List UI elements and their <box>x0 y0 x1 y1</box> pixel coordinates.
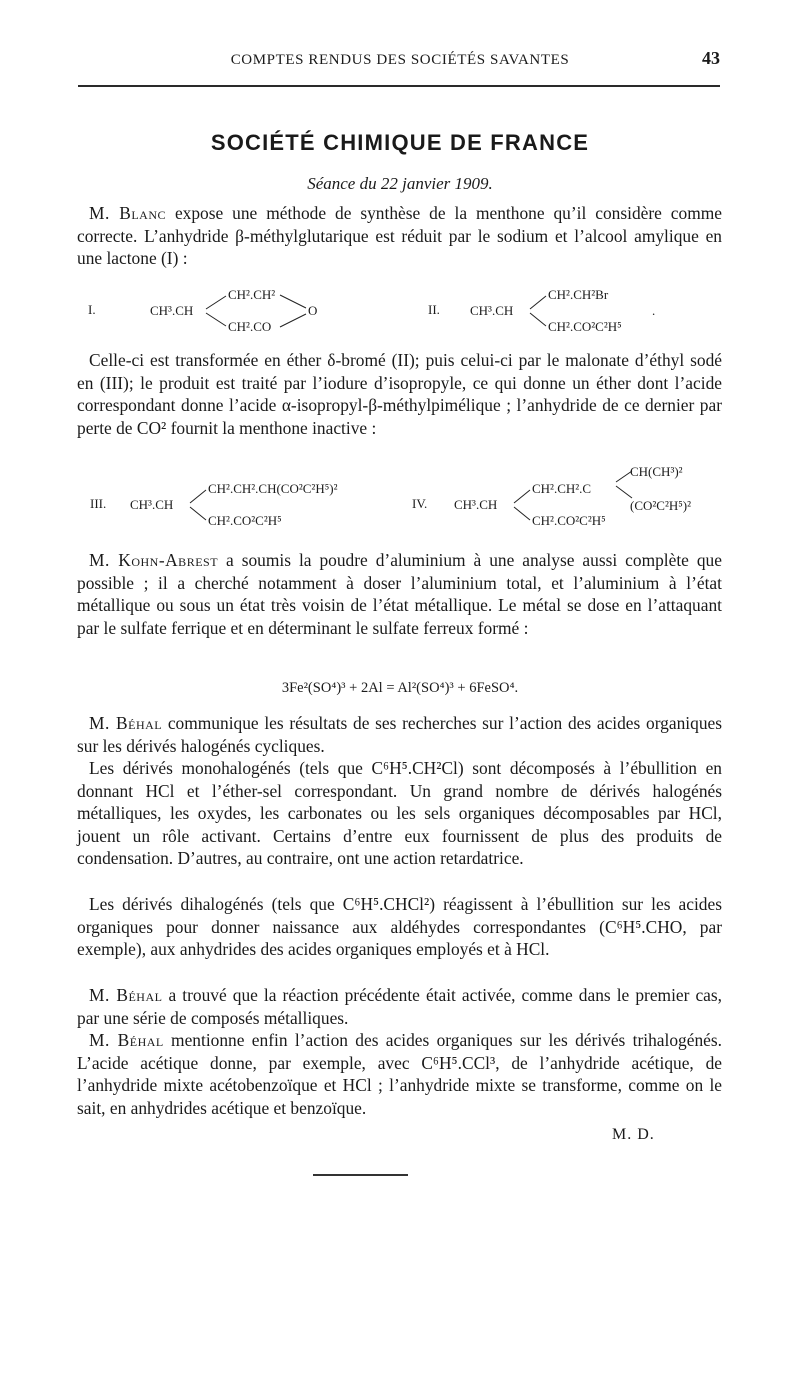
paragraph-synthesis: Celle-ci est transformée en éther δ-bromé (II); puis celui-ci par le malonate d’éthyl sodé en (III); le produit est traité par l’iodure d’isopropyle, ce qui donne un éther dont l’acide correspondant donne l’acide α-isopropyl-β-méthylpimélique ; l’anhydride de ce dernier par perte de CO² fournit la menthone inactive : <box>77 350 722 438</box>
formula-upper-chain: CH².CH².C <box>532 481 592 496</box>
formula-lower-chain: CH².CO <box>228 319 272 334</box>
formula-II <box>428 286 668 336</box>
formula-ring-oxygen: O <box>308 303 318 318</box>
formula-core: CH³.CH <box>130 497 174 512</box>
end-rule <box>313 1174 408 1176</box>
formula-upper-chain: CH².CH².CH(CO²C²H⁵)² <box>208 481 338 496</box>
formula-end-mark: . <box>652 303 656 318</box>
formula-lower-chain: CH².CO²C²H⁵ <box>208 513 282 528</box>
page-number: 43 <box>702 48 720 68</box>
formula-IV <box>412 462 722 532</box>
session-date: Séance du 22 janvier 1909. <box>307 174 493 193</box>
paragraph-text: a trouvé que la réaction précédente était activée, comme dans le premier cas, par une série de composés métalliques. <box>77 985 723 1028</box>
paragraph-dihalogenes: Les dérivés dihalogénés (tels que C⁶H⁵.CHCl²) réagissent à l’ébullition sur les acides organiques pour donner naissance aux aldéhydes correspondantes (C⁶H⁵.CHO, par exemple), aux anhydrides des acides organiques employés et à HCl. <box>77 894 722 960</box>
formula-III <box>90 480 390 530</box>
formula-upper-chain: CH².CH² <box>228 287 276 302</box>
speaker-name: M. Blanc <box>89 203 167 223</box>
formula-core: CH³.CH <box>454 497 498 512</box>
author-signature: M. D. <box>612 1126 655 1143</box>
formula-upper-chain: CH².CH²Br <box>548 287 609 302</box>
header-rule <box>78 85 720 87</box>
formula-numeral: III. <box>90 496 107 511</box>
speaker-name: M. Kohn-Abrest <box>89 550 219 570</box>
paragraph-text: a soumis la poudre d’aluminium à une analyse aussi complète que possible ; il a cherché notamment à doser l’aluminium total, et l’aluminium à l’état métallique ou sous un état très voisin de l’état métallique. Le métal se dose en l’attaquant par le sulfate ferrique et en déterminant le sulfate ferreux formé : <box>77 550 722 638</box>
paragraph-trihalogenes <box>77 1029 722 1119</box>
paragraph-text: mentionne enfin l’action des acides organiques sur les dérivés trihalogénés. L’acide acétique donne, par exemple, avec C⁶H⁵.CCl³, de l’anhydride acétique, de l’anhydride mixte acétobenzoïque et HCl ; l’anhydride mixte se transforme, comme on le sait, en anhydrides acétique et benzoïque. <box>77 1030 722 1118</box>
paragraph-kohn-abrest <box>77 549 722 639</box>
formula-core: CH³.CH <box>150 303 194 318</box>
formula-lower-chain: CH².CO²C²H⁵ <box>548 319 622 334</box>
section-title: SOCIÉTÉ CHIMIQUE DE FRANCE <box>210 130 590 155</box>
paragraph-blanc <box>77 202 722 270</box>
paragraph-monohalogenes: Les dérivés monohalogénés (tels que C⁶H⁵.CH²Cl) sont décomposés à l’ébullition en donnant HCl et l’éther-sel correspondant. Un grand nombre de dérivés halogénés métalliques, les oxydes, les carbonates ou les sels organiques décomposables par HCl, jouent un rôle activant. Certains d’entre eux fournissent de plus des produits de condensation. D’autres, au contraire, ont une action retardatrice. <box>77 758 722 869</box>
formula-core: CH³.CH <box>470 303 514 318</box>
formula-numeral: II. <box>428 302 440 317</box>
formula-I <box>88 286 348 336</box>
speaker-name: M. Béhal <box>89 1030 164 1050</box>
paragraph-behal-intro <box>77 712 722 757</box>
speaker-name: M. Béhal <box>89 713 163 733</box>
chemical-equation: 3Fe²(SO⁴)³ + 2Al = Al²(SO⁴)³ + 6FeSO⁴. <box>281 680 519 696</box>
formula-side-branch: (CO²C²H⁵)² <box>630 498 692 513</box>
speaker-name: M. Béhal <box>89 985 163 1005</box>
formula-numeral: I. <box>88 302 96 317</box>
paragraph-behal-activation <box>77 984 722 1029</box>
paragraph-text: communique les résultats de ses recherches sur l’action des acides organiques sur les dérivés halogénés cycliques. <box>77 713 722 756</box>
formula-top-branch: CH(CH³)² <box>630 464 683 479</box>
formula-lower-chain: CH².CO²C²H⁵ <box>532 513 606 528</box>
formula-numeral: IV. <box>412 496 428 511</box>
paragraph-text: expose une méthode de synthèse de la menthone qu’il considère comme correcte. L’anhydride β-méthylglutarique est réduit par le sodium et l’alcool amylique en une lactone (I) : <box>77 203 722 269</box>
running-head: COMPTES RENDUS DES SOCIÉTÉS SAVANTES <box>230 52 570 68</box>
